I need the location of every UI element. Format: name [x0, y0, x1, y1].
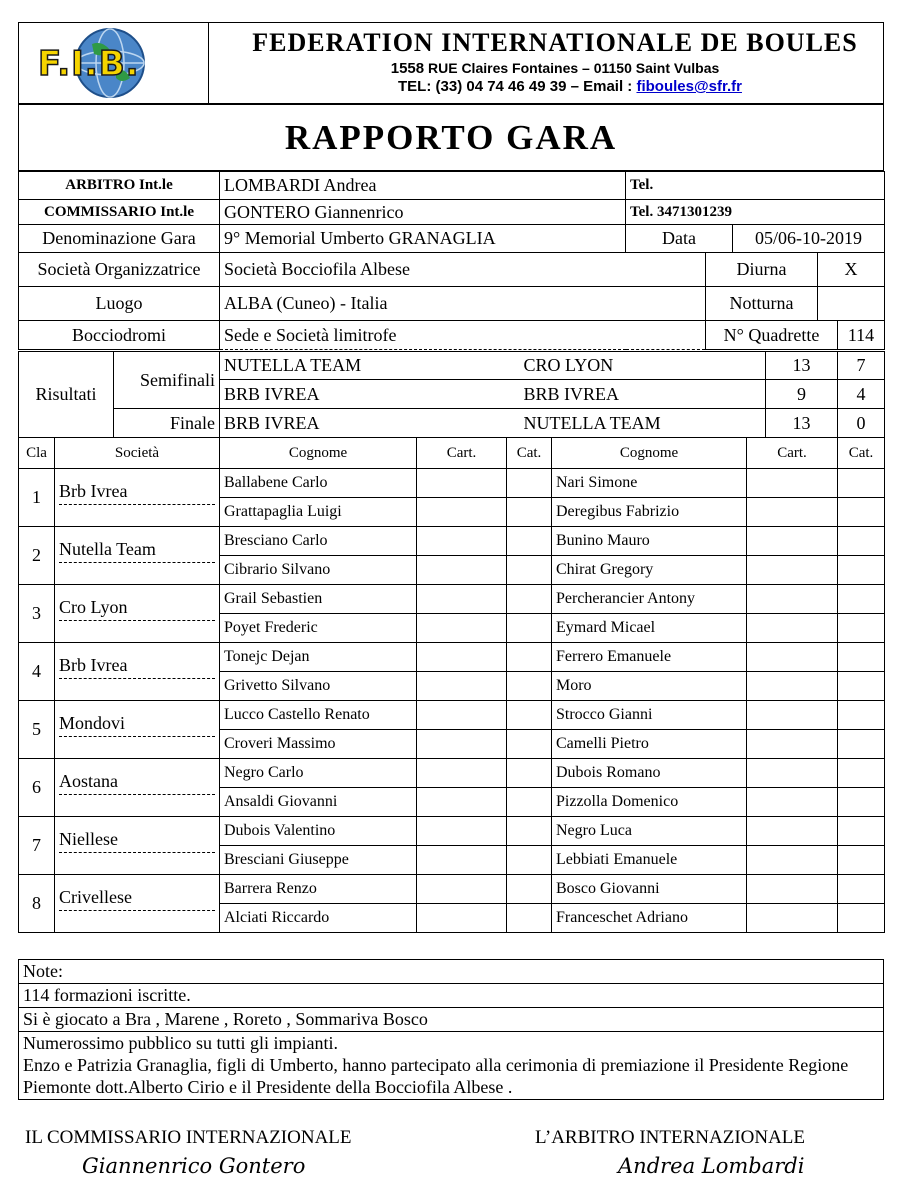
table-row	[19, 469, 885, 498]
player-name: Moro	[552, 672, 747, 701]
player-name: Dubois Valentino	[220, 817, 417, 846]
semifinali-label: Semifinali	[114, 352, 220, 409]
player-cat	[507, 904, 552, 933]
report-title: RAPPORTO GARA	[284, 118, 618, 157]
col-cla: Cla	[19, 438, 55, 469]
team-cell	[55, 585, 220, 643]
player-cat	[507, 614, 552, 643]
player-cart	[747, 498, 838, 527]
team-name: Mondovi	[59, 713, 215, 737]
notturna-value	[818, 287, 885, 321]
player-name: Bresciani Giuseppe	[220, 846, 417, 875]
table-row	[19, 527, 885, 556]
federation-name: FEDERATION INTERNATIONALE DE BOULES	[252, 28, 858, 57]
luogo-label: Luogo	[19, 287, 220, 321]
player-name: Negro Carlo	[220, 759, 417, 788]
player-cart	[747, 904, 838, 933]
final-team-b: NUTELLA TEAM	[520, 409, 766, 438]
player-cat	[507, 788, 552, 817]
commissario-label: COMMISSARIO Int.le	[19, 200, 220, 225]
player-cart	[417, 730, 507, 759]
semifinal-2-team-b: BRB IVREA	[520, 380, 766, 409]
team-name: Brb Ivrea	[59, 481, 215, 505]
player-cart	[417, 788, 507, 817]
team-name: Aostana	[59, 771, 215, 795]
player-cart	[417, 556, 507, 585]
quadrette-value: 114	[838, 321, 885, 350]
player-cart	[417, 817, 507, 846]
player-name: Barrera Renzo	[220, 875, 417, 904]
player-name: Eymard Micael	[552, 614, 747, 643]
commissario-signature: Giannenrico Gontero	[82, 1154, 306, 1178]
team-name: Brb Ivrea	[59, 655, 215, 679]
commissario-value: GONTERO Giannenrico	[220, 200, 626, 225]
semifinal-1-team-b: CRO LYON	[520, 352, 766, 380]
ranking-table	[18, 437, 885, 933]
col-cart-2: Cart.	[747, 438, 838, 469]
player-cat	[838, 498, 885, 527]
table-row	[19, 643, 885, 672]
team-name: Nutella Team	[59, 539, 215, 563]
player-cart	[417, 846, 507, 875]
player-name: Nari Simone	[552, 469, 747, 498]
player-cat	[838, 614, 885, 643]
player-cat	[838, 643, 885, 672]
col-cat-2: Cat.	[838, 438, 885, 469]
player-cat	[838, 817, 885, 846]
player-cat	[838, 556, 885, 585]
team-cell	[55, 527, 220, 585]
player-cat	[507, 643, 552, 672]
denominazione-value: 9° Memorial Umberto GRANAGLIA	[220, 225, 626, 253]
diurna-label: Diurna	[706, 253, 818, 287]
final-team-a: BRB IVREA	[220, 409, 520, 438]
notes-paragraph	[19, 1032, 884, 1100]
player-cat	[507, 730, 552, 759]
finale-label: Finale	[114, 409, 220, 438]
player-cat	[507, 469, 552, 498]
team-cell	[55, 759, 220, 817]
player-cart	[747, 469, 838, 498]
team-cell	[55, 643, 220, 701]
societa-value: Società Bocciofila Albese	[220, 253, 706, 287]
player-cat	[507, 701, 552, 730]
arbitro-label: ARBITRO Int.le	[19, 172, 220, 200]
team-cell	[55, 817, 220, 875]
player-name: Grattapaglia Luigi	[220, 498, 417, 527]
table-row	[19, 585, 885, 614]
bocciodromi-value: Sede e Società limitrofe	[220, 321, 706, 350]
player-name: Grail Sebastien	[220, 585, 417, 614]
player-cat	[838, 846, 885, 875]
player-name: Tonejc Dejan	[220, 643, 417, 672]
semifinal-1-score-a: 13	[766, 352, 838, 380]
player-cat	[507, 672, 552, 701]
denominazione-label: Denominazione Gara	[19, 225, 220, 253]
player-cart	[417, 585, 507, 614]
team-position: 4	[19, 643, 55, 701]
player-name: Croveri Massimo	[220, 730, 417, 759]
team-position: 3	[19, 585, 55, 643]
final-score-a: 13	[766, 409, 838, 438]
diurna-value: X	[818, 253, 885, 287]
final-score-b: 0	[838, 409, 885, 438]
player-cart	[747, 730, 838, 759]
quadrette-label: N° Quadrette	[706, 321, 838, 350]
player-cart	[417, 672, 507, 701]
player-name: Dubois Romano	[552, 759, 747, 788]
player-cat	[838, 759, 885, 788]
societa-label: Società Organizzatrice	[19, 253, 220, 287]
player-cat	[507, 527, 552, 556]
player-cat	[507, 498, 552, 527]
player-name: Franceschet Adriano	[552, 904, 747, 933]
team-position: 7	[19, 817, 55, 875]
player-name: Percherancier Antony	[552, 585, 747, 614]
player-cart	[417, 498, 507, 527]
player-name: Bosco Giovanni	[552, 875, 747, 904]
player-cat	[507, 759, 552, 788]
arbitro-tel-label: Tel.	[626, 172, 885, 200]
player-name: Camelli Pietro	[552, 730, 747, 759]
federation-address	[210, 60, 900, 77]
team-position: 1	[19, 469, 55, 527]
team-cell	[55, 875, 220, 933]
notes-line-2: Si è giocato a Bra , Marene , Roreto , Sommariva Bosco	[19, 1008, 884, 1032]
arbitro-signature: Andrea Lombardi	[618, 1154, 805, 1178]
team-position: 8	[19, 875, 55, 933]
semifinal-1-score-b: 7	[838, 352, 885, 380]
player-cat	[507, 585, 552, 614]
player-name: Deregibus Fabrizio	[552, 498, 747, 527]
player-cart	[747, 643, 838, 672]
player-cat	[507, 875, 552, 904]
team-position: 5	[19, 701, 55, 759]
player-cat	[507, 556, 552, 585]
arbitro-value: LOMBARDI Andrea	[220, 172, 626, 200]
player-cat	[507, 817, 552, 846]
player-cat	[838, 585, 885, 614]
player-name: Bunino Mauro	[552, 527, 747, 556]
player-cart	[417, 759, 507, 788]
player-cat	[838, 730, 885, 759]
player-cart	[417, 643, 507, 672]
table-row	[19, 701, 885, 730]
player-cart	[417, 904, 507, 933]
ranking-header	[19, 438, 885, 469]
semifinal-2-score-a: 9	[766, 380, 838, 409]
info-table	[18, 171, 885, 350]
data-value: 05/06-10-2019	[733, 225, 885, 253]
player-name: Cibrario Silvano	[220, 556, 417, 585]
team-name: Crivellese	[59, 887, 215, 911]
notes-table	[18, 959, 884, 1100]
player-name: Grivetto Silvano	[220, 672, 417, 701]
email-link[interactable]: fiboules@sfr.fr	[636, 78, 742, 95]
player-name: Ballabene Carlo	[220, 469, 417, 498]
contact-prefix: TEL: (33) 04 74 46 49 39 – Email :	[398, 78, 637, 95]
player-cart	[417, 701, 507, 730]
player-cart	[417, 527, 507, 556]
semifinal-2-team-a: BRB IVREA	[220, 380, 520, 409]
team-name: Cro Lyon	[59, 597, 215, 621]
table-row	[19, 817, 885, 846]
player-cart	[747, 846, 838, 875]
federation-contact	[225, 78, 907, 95]
team-name: Niellese	[59, 829, 215, 853]
col-societa: Società	[55, 438, 220, 469]
player-cart	[417, 614, 507, 643]
player-cat	[838, 875, 885, 904]
fib-logo	[30, 26, 200, 100]
player-cat	[838, 788, 885, 817]
player-cart	[747, 672, 838, 701]
luogo-value: ALBA (Cuneo) - Italia	[220, 287, 706, 321]
notes-label: Note:	[19, 960, 884, 984]
commissario-signature-title: IL COMMISSARIO INTERNAZIONALE	[25, 1127, 352, 1148]
player-name: Pizzolla Domenico	[552, 788, 747, 817]
player-name: Ansaldi Giovanni	[220, 788, 417, 817]
table-row	[19, 875, 885, 904]
player-name: Strocco Gianni	[552, 701, 747, 730]
notes-line-4: Enzo e Patrizia Granaglia, figli di Umberto, hanno partecipato alla cerimonia di premiazione il Presidente Regione Piemonte dott.Alberto Cirio e il Presidente della Bocciofila Albese .	[23, 1055, 849, 1097]
player-cart	[747, 614, 838, 643]
player-name: Ferrero Emanuele	[552, 643, 747, 672]
semifinal-2-score-b: 4	[838, 380, 885, 409]
col-cognome-1: Cognome	[220, 438, 417, 469]
player-cat	[838, 672, 885, 701]
player-cart	[417, 875, 507, 904]
player-cat	[838, 469, 885, 498]
player-name: Poyet Frederic	[220, 614, 417, 643]
notes-line-1: 114 formazioni iscritte.	[19, 984, 884, 1008]
table-row	[19, 759, 885, 788]
player-cart	[747, 527, 838, 556]
player-cart	[747, 788, 838, 817]
logo-text: F.I.B.	[38, 44, 140, 84]
player-cat	[507, 846, 552, 875]
player-name: Lucco Castello Renato	[220, 701, 417, 730]
player-cat	[838, 701, 885, 730]
player-cart	[747, 875, 838, 904]
col-cognome-2: Cognome	[552, 438, 747, 469]
player-name: Negro Luca	[552, 817, 747, 846]
arbitro-signature-title: L’ARBITRO INTERNAZIONALE	[535, 1127, 806, 1148]
commissario-tel: Tel. 3471301239	[626, 200, 885, 225]
player-name: Chirat Gregory	[552, 556, 747, 585]
address-rest: RUE Claires Fontaines – 01150 Saint Vulbas	[424, 60, 720, 76]
player-cat	[838, 527, 885, 556]
team-position: 2	[19, 527, 55, 585]
player-cart	[747, 585, 838, 614]
player-cat	[838, 904, 885, 933]
address-number: 1558	[390, 60, 425, 77]
col-cart-1: Cart.	[417, 438, 507, 469]
player-name: Lebbiati Emanuele	[552, 846, 747, 875]
notes-line-3: Numerossimo pubblico su tutti gli impianti.	[23, 1033, 338, 1053]
col-cat-1: Cat.	[507, 438, 552, 469]
team-cell	[55, 701, 220, 759]
player-cart	[747, 701, 838, 730]
risultati-label: Risultati	[19, 352, 114, 438]
player-name: Bresciano Carlo	[220, 527, 417, 556]
data-label: Data	[626, 225, 733, 253]
player-name: Alciati Riccardo	[220, 904, 417, 933]
bocciodromi-label: Bocciodromi	[19, 321, 220, 350]
player-cart	[747, 817, 838, 846]
player-cart	[747, 759, 838, 788]
results-table	[18, 351, 885, 438]
player-cart	[417, 469, 507, 498]
team-position: 6	[19, 759, 55, 817]
player-cart	[747, 556, 838, 585]
notturna-label: Notturna	[706, 287, 818, 321]
team-cell	[55, 469, 220, 527]
semifinal-1-team-a: NUTELLA TEAM	[220, 352, 520, 380]
